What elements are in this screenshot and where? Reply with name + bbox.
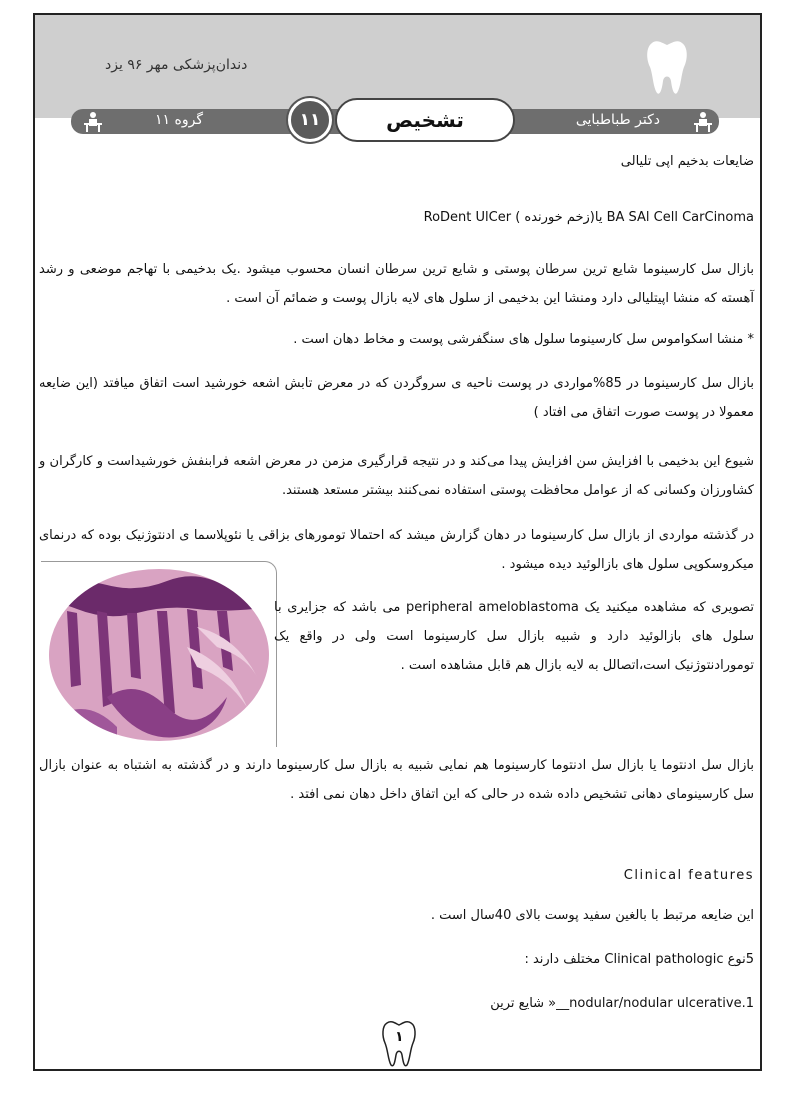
page-number: ۱	[395, 1029, 404, 1045]
paragraph-odontoma: بازال سل ادنتوما یا بازال سل ادنتوما کارسینوما هم نمایی شبیه به بازال سل کارسینوما دارند و در گذشته به اشتباه به عنوان بازال سل کارسینومای دهانی تشخیص داده شده در حالی که این اتفاق داخل دهان نمی افتد .	[39, 758, 754, 802]
page-frame	[33, 13, 762, 1071]
paragraph-heading: ضایعات بدخیم اپی تلیالی	[620, 154, 754, 169]
histology-image	[47, 567, 271, 743]
paragraph-history: در گذشته مواردی از بازال سل کارسینوما در دهان گزارش میشد که احتمالا تومورهای بزاقی یا نئوپلاسما ی ادنتوژنیک بوده که درنمای میکروسکوپی سلول های بازالوئید دیده میشود .	[39, 528, 754, 572]
paragraph-nodular: 1.nodular/nodular ulcerative__« شایع ترین	[490, 996, 754, 1011]
header-title: دندان‌پزشکی مهر ۹۶ یزد	[105, 57, 248, 73]
chapter-number-badge: ۱۱	[288, 98, 332, 142]
person-at-desk-icon	[692, 111, 714, 133]
tooth-logo-icon	[644, 37, 690, 97]
paragraph-bcc-names: BA SAl Cell CarCinoma یا(زخم خورنده ) RoDent UlCer	[423, 210, 754, 225]
group-label: گروه ۱۱	[155, 112, 203, 128]
paragraph-types: 5نوع Clinical pathologic مختلف دارند :	[524, 952, 754, 967]
histology-figure	[41, 561, 277, 747]
paragraph-sun-exposure: بازال سل کارسینوما در 85%مواردی در پوست ناحیه ی سروگردن که در معرض تابش اشعه خورشید است اتفاق میافتد (این ضایعه معمولا در پوست صورت اتفاق می افتاد )	[39, 376, 754, 420]
doctor-label: دکتر طباطبایی	[575, 112, 660, 128]
person-at-desk-icon	[82, 111, 104, 133]
paragraph-prevalence: شیوع این بدخیمی با افزایش سن افزایش پیدا می‌کند و در نتیجه قرارگیری مزمن در معرض اشعه فرابنفش خورشیداست و کارگران و کشاورزان وکسانی که از عوامل محافظت پوستی استفاده نمی‌کنند بیشتر مستعد هستند.	[39, 454, 754, 498]
paragraph-scc-note: * منشا اسکواموس سل کارسینوما سلول های سنگفرشی پوست و مخاط دهان است .	[293, 332, 754, 347]
subject-title: تشخیص	[335, 98, 515, 142]
section-clinical-features: Clinical features	[623, 868, 754, 883]
paragraph-age: این ضایعه مرتبط با بالغین سفید پوست بالای 40سال است .	[430, 908, 754, 923]
paragraph-definition: بازال سل کارسینوما شایع ترین سرطان پوستی و شایع ترین سرطان انسان محسوب میشود .یک بدخیمی با تهاجم موضعی و رشد آهسته که منشا اپیتلیالی دارد ومنشا این بدخیمی از سلول های لایه بازال پوست و ضمائم آن است .	[39, 262, 754, 306]
paragraph-ameloblastoma: تصویری که مشاهده میکنید یک peripheral ameloblastoma می باشد که جزایری با سلول های بازالوئید دارد و شبیه بازال سل کارسینوما است ولی در واقع یک تومورادنتوژنیک است،اتصالل به لایه بازال هم قابل مشاهده است .	[274, 600, 754, 673]
